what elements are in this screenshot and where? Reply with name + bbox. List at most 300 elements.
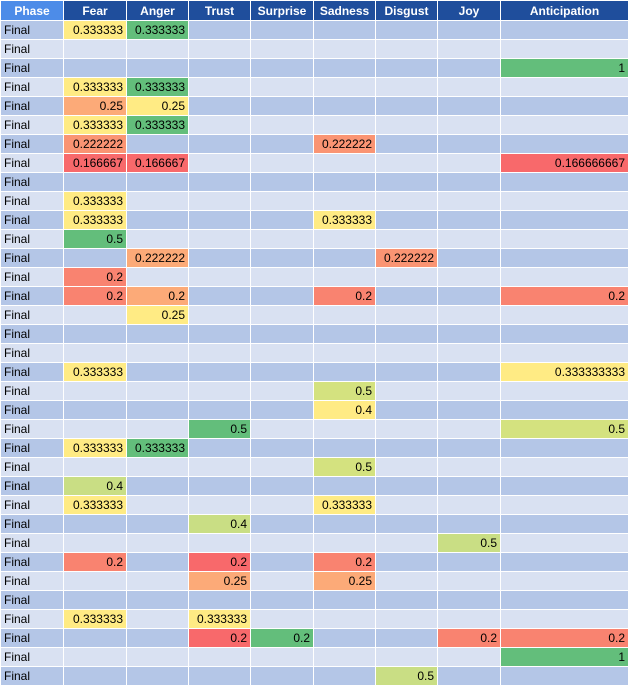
cell-phase[interactable]: Final	[1, 325, 64, 344]
cell-disgust[interactable]	[376, 135, 438, 154]
cell-trust[interactable]: 0.2	[189, 629, 251, 648]
cell-disgust[interactable]	[376, 382, 438, 401]
cell-sadness[interactable]	[314, 97, 376, 116]
cell-anticipation[interactable]	[501, 97, 629, 116]
cell-fear[interactable]	[64, 591, 127, 610]
cell-fear[interactable]	[64, 59, 127, 78]
cell-surprise[interactable]	[251, 154, 314, 173]
cell-disgust[interactable]	[376, 268, 438, 287]
cell-surprise[interactable]	[251, 40, 314, 59]
cell-anger[interactable]	[127, 420, 189, 439]
column-header-anticipation[interactable]: Anticipation	[501, 1, 629, 21]
cell-trust[interactable]	[189, 116, 251, 135]
cell-trust[interactable]	[189, 648, 251, 667]
cell-disgust[interactable]	[376, 59, 438, 78]
cell-anger[interactable]: 0.166667	[127, 154, 189, 173]
cell-sadness[interactable]	[314, 325, 376, 344]
cell-surprise[interactable]	[251, 534, 314, 553]
cell-phase[interactable]: Final	[1, 78, 64, 97]
cell-anticipation[interactable]	[501, 135, 629, 154]
cell-surprise[interactable]: 0.2	[251, 629, 314, 648]
cell-surprise[interactable]	[251, 192, 314, 211]
cell-surprise[interactable]	[251, 553, 314, 572]
cell-trust[interactable]	[189, 306, 251, 325]
cell-anger[interactable]: 0.333333	[127, 116, 189, 135]
cell-phase[interactable]: Final	[1, 230, 64, 249]
cell-surprise[interactable]	[251, 211, 314, 230]
cell-anger[interactable]	[127, 211, 189, 230]
cell-phase[interactable]: Final	[1, 249, 64, 268]
cell-disgust[interactable]	[376, 40, 438, 59]
cell-sadness[interactable]	[314, 667, 376, 686]
column-header-fear[interactable]: Fear	[64, 1, 127, 21]
cell-anticipation[interactable]	[501, 515, 629, 534]
cell-phase[interactable]: Final	[1, 135, 64, 154]
cell-sadness[interactable]	[314, 230, 376, 249]
cell-phase[interactable]: Final	[1, 439, 64, 458]
cell-anticipation[interactable]	[501, 344, 629, 363]
cell-anticipation[interactable]	[501, 477, 629, 496]
cell-fear[interactable]: 0.25	[64, 97, 127, 116]
cell-surprise[interactable]	[251, 135, 314, 154]
cell-fear[interactable]	[64, 458, 127, 477]
cell-sadness[interactable]	[314, 344, 376, 363]
cell-anticipation[interactable]	[501, 211, 629, 230]
cell-sadness[interactable]	[314, 249, 376, 268]
cell-anticipation[interactable]: 1	[501, 648, 629, 667]
cell-disgust[interactable]	[376, 534, 438, 553]
cell-disgust[interactable]	[376, 78, 438, 97]
cell-surprise[interactable]	[251, 173, 314, 192]
cell-fear[interactable]: 0.333333	[64, 21, 127, 40]
cell-surprise[interactable]	[251, 325, 314, 344]
cell-phase[interactable]: Final	[1, 591, 64, 610]
cell-phase[interactable]: Final	[1, 59, 64, 78]
cell-disgust[interactable]	[376, 21, 438, 40]
cell-phase[interactable]: Final	[1, 363, 64, 382]
cell-anticipation[interactable]	[501, 249, 629, 268]
cell-joy[interactable]	[438, 306, 501, 325]
cell-anticipation[interactable]	[501, 572, 629, 591]
cell-disgust[interactable]	[376, 420, 438, 439]
cell-trust[interactable]	[189, 211, 251, 230]
cell-sadness[interactable]	[314, 306, 376, 325]
cell-anger[interactable]	[127, 268, 189, 287]
cell-anger[interactable]	[127, 648, 189, 667]
cell-joy[interactable]	[438, 458, 501, 477]
cell-anger[interactable]	[127, 553, 189, 572]
cell-surprise[interactable]	[251, 610, 314, 629]
cell-phase[interactable]: Final	[1, 192, 64, 211]
cell-trust[interactable]	[189, 268, 251, 287]
cell-trust[interactable]	[189, 154, 251, 173]
column-header-anger[interactable]: Anger	[127, 1, 189, 21]
cell-sadness[interactable]: 0.222222	[314, 135, 376, 154]
cell-surprise[interactable]	[251, 515, 314, 534]
cell-sadness[interactable]	[314, 59, 376, 78]
cell-surprise[interactable]	[251, 59, 314, 78]
cell-anticipation[interactable]	[501, 173, 629, 192]
cell-anticipation[interactable]	[501, 325, 629, 344]
cell-anger[interactable]	[127, 667, 189, 686]
cell-anger[interactable]: 0.2	[127, 287, 189, 306]
cell-anticipation[interactable]: 0.2	[501, 629, 629, 648]
cell-fear[interactable]: 0.333333	[64, 116, 127, 135]
cell-surprise[interactable]	[251, 116, 314, 135]
cell-joy[interactable]	[438, 230, 501, 249]
cell-trust[interactable]	[189, 363, 251, 382]
cell-trust[interactable]: 0.5	[189, 420, 251, 439]
cell-fear[interactable]: 0.333333	[64, 610, 127, 629]
cell-disgust[interactable]	[376, 230, 438, 249]
cell-sadness[interactable]	[314, 648, 376, 667]
cell-surprise[interactable]	[251, 458, 314, 477]
cell-joy[interactable]	[438, 40, 501, 59]
cell-surprise[interactable]	[251, 420, 314, 439]
cell-surprise[interactable]	[251, 78, 314, 97]
cell-trust[interactable]	[189, 401, 251, 420]
cell-sadness[interactable]	[314, 534, 376, 553]
cell-fear[interactable]: 0.5	[64, 230, 127, 249]
cell-surprise[interactable]	[251, 363, 314, 382]
cell-fear[interactable]	[64, 420, 127, 439]
cell-trust[interactable]	[189, 59, 251, 78]
cell-joy[interactable]	[438, 515, 501, 534]
cell-anger[interactable]	[127, 458, 189, 477]
cell-trust[interactable]	[189, 40, 251, 59]
cell-trust[interactable]	[189, 496, 251, 515]
cell-trust[interactable]	[189, 344, 251, 363]
cell-joy[interactable]	[438, 439, 501, 458]
cell-phase[interactable]: Final	[1, 382, 64, 401]
cell-disgust[interactable]	[376, 439, 438, 458]
cell-disgust[interactable]	[376, 211, 438, 230]
cell-surprise[interactable]	[251, 667, 314, 686]
cell-sadness[interactable]: 0.25	[314, 572, 376, 591]
cell-sadness[interactable]: 0.4	[314, 401, 376, 420]
cell-joy[interactable]	[438, 667, 501, 686]
cell-joy[interactable]	[438, 154, 501, 173]
cell-surprise[interactable]	[251, 21, 314, 40]
cell-fear[interactable]	[64, 306, 127, 325]
cell-fear[interactable]: 0.333333	[64, 439, 127, 458]
cell-anticipation[interactable]: 0.166666667	[501, 154, 629, 173]
cell-disgust[interactable]	[376, 458, 438, 477]
cell-surprise[interactable]	[251, 306, 314, 325]
cell-phase[interactable]: Final	[1, 154, 64, 173]
cell-joy[interactable]: 0.5	[438, 534, 501, 553]
cell-joy[interactable]	[438, 344, 501, 363]
cell-surprise[interactable]	[251, 401, 314, 420]
cell-sadness[interactable]: 0.2	[314, 287, 376, 306]
cell-anger[interactable]	[127, 363, 189, 382]
cell-sadness[interactable]	[314, 420, 376, 439]
cell-phase[interactable]: Final	[1, 610, 64, 629]
cell-disgust[interactable]	[376, 116, 438, 135]
cell-anger[interactable]	[127, 344, 189, 363]
cell-anticipation[interactable]	[501, 116, 629, 135]
cell-anticipation[interactable]	[501, 382, 629, 401]
cell-anger[interactable]	[127, 629, 189, 648]
cell-surprise[interactable]	[251, 648, 314, 667]
cell-anticipation[interactable]	[501, 78, 629, 97]
cell-sadness[interactable]	[314, 21, 376, 40]
cell-phase[interactable]: Final	[1, 401, 64, 420]
cell-joy[interactable]	[438, 382, 501, 401]
cell-trust[interactable]	[189, 21, 251, 40]
cell-anger[interactable]	[127, 534, 189, 553]
cell-fear[interactable]	[64, 534, 127, 553]
cell-sadness[interactable]: 0.333333	[314, 496, 376, 515]
cell-sadness[interactable]	[314, 591, 376, 610]
cell-disgust[interactable]	[376, 515, 438, 534]
cell-anger[interactable]: 0.333333	[127, 78, 189, 97]
cell-surprise[interactable]	[251, 477, 314, 496]
cell-disgust[interactable]	[376, 325, 438, 344]
cell-anger[interactable]	[127, 477, 189, 496]
cell-phase[interactable]: Final	[1, 496, 64, 515]
cell-surprise[interactable]	[251, 344, 314, 363]
cell-surprise[interactable]	[251, 496, 314, 515]
cell-joy[interactable]	[438, 553, 501, 572]
cell-disgust[interactable]	[376, 553, 438, 572]
cell-trust[interactable]	[189, 249, 251, 268]
cell-trust[interactable]	[189, 534, 251, 553]
cell-sadness[interactable]	[314, 629, 376, 648]
column-header-surprise[interactable]: Surprise	[251, 1, 314, 21]
cell-fear[interactable]	[64, 344, 127, 363]
cell-trust[interactable]	[189, 230, 251, 249]
cell-sadness[interactable]: 0.5	[314, 458, 376, 477]
cell-joy[interactable]	[438, 287, 501, 306]
cell-phase[interactable]: Final	[1, 420, 64, 439]
cell-anger[interactable]	[127, 230, 189, 249]
cell-fear[interactable]	[64, 40, 127, 59]
cell-disgust[interactable]	[376, 287, 438, 306]
cell-disgust[interactable]	[376, 648, 438, 667]
cell-joy[interactable]	[438, 477, 501, 496]
cell-disgust[interactable]	[376, 154, 438, 173]
cell-joy[interactable]	[438, 610, 501, 629]
cell-anticipation[interactable]	[501, 192, 629, 211]
cell-sadness[interactable]	[314, 78, 376, 97]
cell-trust[interactable]	[189, 591, 251, 610]
cell-anticipation[interactable]	[501, 667, 629, 686]
cell-anticipation[interactable]	[501, 610, 629, 629]
cell-joy[interactable]	[438, 21, 501, 40]
cell-sadness[interactable]	[314, 439, 376, 458]
cell-phase[interactable]: Final	[1, 344, 64, 363]
cell-joy[interactable]: 0.2	[438, 629, 501, 648]
cell-trust[interactable]	[189, 439, 251, 458]
cell-anticipation[interactable]	[501, 230, 629, 249]
cell-disgust[interactable]	[376, 629, 438, 648]
cell-anger[interactable]	[127, 382, 189, 401]
cell-phase[interactable]: Final	[1, 287, 64, 306]
cell-phase[interactable]: Final	[1, 667, 64, 686]
cell-anticipation[interactable]	[501, 553, 629, 572]
cell-disgust[interactable]	[376, 192, 438, 211]
cell-anticipation[interactable]	[501, 458, 629, 477]
cell-trust[interactable]	[189, 382, 251, 401]
cell-fear[interactable]	[64, 382, 127, 401]
cell-anticipation[interactable]	[501, 268, 629, 287]
cell-sadness[interactable]: 0.5	[314, 382, 376, 401]
cell-joy[interactable]	[438, 401, 501, 420]
cell-anger[interactable]: 0.222222	[127, 249, 189, 268]
cell-fear[interactable]	[64, 515, 127, 534]
cell-disgust[interactable]	[376, 97, 438, 116]
cell-anger[interactable]	[127, 173, 189, 192]
cell-fear[interactable]: 0.2	[64, 287, 127, 306]
cell-anger[interactable]	[127, 325, 189, 344]
cell-fear[interactable]	[64, 629, 127, 648]
cell-surprise[interactable]	[251, 572, 314, 591]
cell-disgust[interactable]	[376, 610, 438, 629]
cell-anticipation[interactable]: 0.333333333	[501, 363, 629, 382]
cell-sadness[interactable]	[314, 477, 376, 496]
cell-joy[interactable]	[438, 211, 501, 230]
cell-anger[interactable]: 0.333333	[127, 21, 189, 40]
cell-anger[interactable]: 0.25	[127, 306, 189, 325]
cell-fear[interactable]: 0.333333	[64, 211, 127, 230]
cell-phase[interactable]: Final	[1, 477, 64, 496]
cell-sadness[interactable]	[314, 192, 376, 211]
cell-disgust[interactable]	[376, 173, 438, 192]
cell-anger[interactable]	[127, 610, 189, 629]
cell-sadness[interactable]	[314, 154, 376, 173]
cell-joy[interactable]	[438, 325, 501, 344]
cell-joy[interactable]	[438, 59, 501, 78]
cell-surprise[interactable]	[251, 249, 314, 268]
cell-fear[interactable]: 0.2	[64, 268, 127, 287]
cell-fear[interactable]	[64, 648, 127, 667]
column-header-disgust[interactable]: Disgust	[376, 1, 438, 21]
cell-fear[interactable]	[64, 249, 127, 268]
cell-disgust[interactable]	[376, 363, 438, 382]
cell-joy[interactable]	[438, 420, 501, 439]
cell-trust[interactable]	[189, 135, 251, 154]
cell-phase[interactable]: Final	[1, 21, 64, 40]
cell-sadness[interactable]	[314, 173, 376, 192]
cell-disgust[interactable]: 0.5	[376, 667, 438, 686]
cell-surprise[interactable]	[251, 230, 314, 249]
cell-anticipation[interactable]	[501, 401, 629, 420]
cell-anticipation[interactable]	[501, 439, 629, 458]
cell-sadness[interactable]	[314, 363, 376, 382]
cell-joy[interactable]	[438, 78, 501, 97]
cell-trust[interactable]	[189, 287, 251, 306]
cell-trust[interactable]: 0.25	[189, 572, 251, 591]
column-header-trust[interactable]: Trust	[189, 1, 251, 21]
column-header-phase[interactable]: Phase	[1, 1, 64, 21]
cell-trust[interactable]: 0.333333	[189, 610, 251, 629]
cell-anticipation[interactable]: 0.5	[501, 420, 629, 439]
cell-joy[interactable]	[438, 648, 501, 667]
cell-trust[interactable]	[189, 78, 251, 97]
cell-phase[interactable]: Final	[1, 97, 64, 116]
cell-phase[interactable]: Final	[1, 173, 64, 192]
cell-fear[interactable]: 0.2	[64, 553, 127, 572]
cell-fear[interactable]	[64, 325, 127, 344]
cell-joy[interactable]	[438, 97, 501, 116]
cell-anger[interactable]: 0.25	[127, 97, 189, 116]
cell-trust[interactable]	[189, 477, 251, 496]
cell-phase[interactable]: Final	[1, 534, 64, 553]
cell-anticipation[interactable]: 0.2	[501, 287, 629, 306]
cell-disgust[interactable]	[376, 496, 438, 515]
cell-surprise[interactable]	[251, 382, 314, 401]
cell-sadness[interactable]	[314, 515, 376, 534]
column-header-joy[interactable]: Joy	[438, 1, 501, 21]
cell-fear[interactable]	[64, 173, 127, 192]
cell-surprise[interactable]	[251, 268, 314, 287]
cell-joy[interactable]	[438, 363, 501, 382]
cell-fear[interactable]: 0.333333	[64, 78, 127, 97]
cell-joy[interactable]	[438, 192, 501, 211]
cell-anger[interactable]	[127, 515, 189, 534]
cell-phase[interactable]: Final	[1, 268, 64, 287]
cell-anticipation[interactable]	[501, 534, 629, 553]
cell-trust[interactable]	[189, 458, 251, 477]
cell-joy[interactable]	[438, 496, 501, 515]
cell-disgust[interactable]	[376, 572, 438, 591]
cell-anger[interactable]	[127, 591, 189, 610]
cell-phase[interactable]: Final	[1, 116, 64, 135]
cell-fear[interactable]: 0.4	[64, 477, 127, 496]
cell-trust[interactable]	[189, 192, 251, 211]
cell-phase[interactable]: Final	[1, 648, 64, 667]
cell-surprise[interactable]	[251, 97, 314, 116]
cell-disgust[interactable]	[376, 591, 438, 610]
cell-sadness[interactable]	[314, 40, 376, 59]
cell-anticipation[interactable]	[501, 591, 629, 610]
cell-anger[interactable]	[127, 40, 189, 59]
cell-anticipation[interactable]	[501, 306, 629, 325]
cell-fear[interactable]	[64, 667, 127, 686]
cell-anger[interactable]	[127, 572, 189, 591]
cell-anger[interactable]: 0.333333	[127, 439, 189, 458]
cell-phase[interactable]: Final	[1, 553, 64, 572]
column-header-sadness[interactable]: Sadness	[314, 1, 376, 21]
cell-fear[interactable]: 0.333333	[64, 496, 127, 515]
cell-joy[interactable]	[438, 591, 501, 610]
cell-trust[interactable]	[189, 667, 251, 686]
cell-anticipation[interactable]: 1	[501, 59, 629, 78]
cell-anger[interactable]	[127, 401, 189, 420]
cell-joy[interactable]	[438, 572, 501, 591]
cell-disgust[interactable]	[376, 477, 438, 496]
cell-sadness[interactable]	[314, 610, 376, 629]
cell-joy[interactable]	[438, 173, 501, 192]
cell-phase[interactable]: Final	[1, 572, 64, 591]
cell-trust[interactable]: 0.4	[189, 515, 251, 534]
cell-joy[interactable]	[438, 249, 501, 268]
cell-trust[interactable]: 0.2	[189, 553, 251, 572]
cell-phase[interactable]: Final	[1, 629, 64, 648]
cell-fear[interactable]	[64, 401, 127, 420]
cell-anticipation[interactable]	[501, 496, 629, 515]
cell-joy[interactable]	[438, 268, 501, 287]
cell-trust[interactable]	[189, 325, 251, 344]
cell-fear[interactable]: 0.333333	[64, 363, 127, 382]
cell-disgust[interactable]: 0.222222	[376, 249, 438, 268]
cell-disgust[interactable]	[376, 344, 438, 363]
cell-anger[interactable]	[127, 192, 189, 211]
cell-disgust[interactable]	[376, 401, 438, 420]
cell-joy[interactable]	[438, 135, 501, 154]
cell-anger[interactable]	[127, 59, 189, 78]
